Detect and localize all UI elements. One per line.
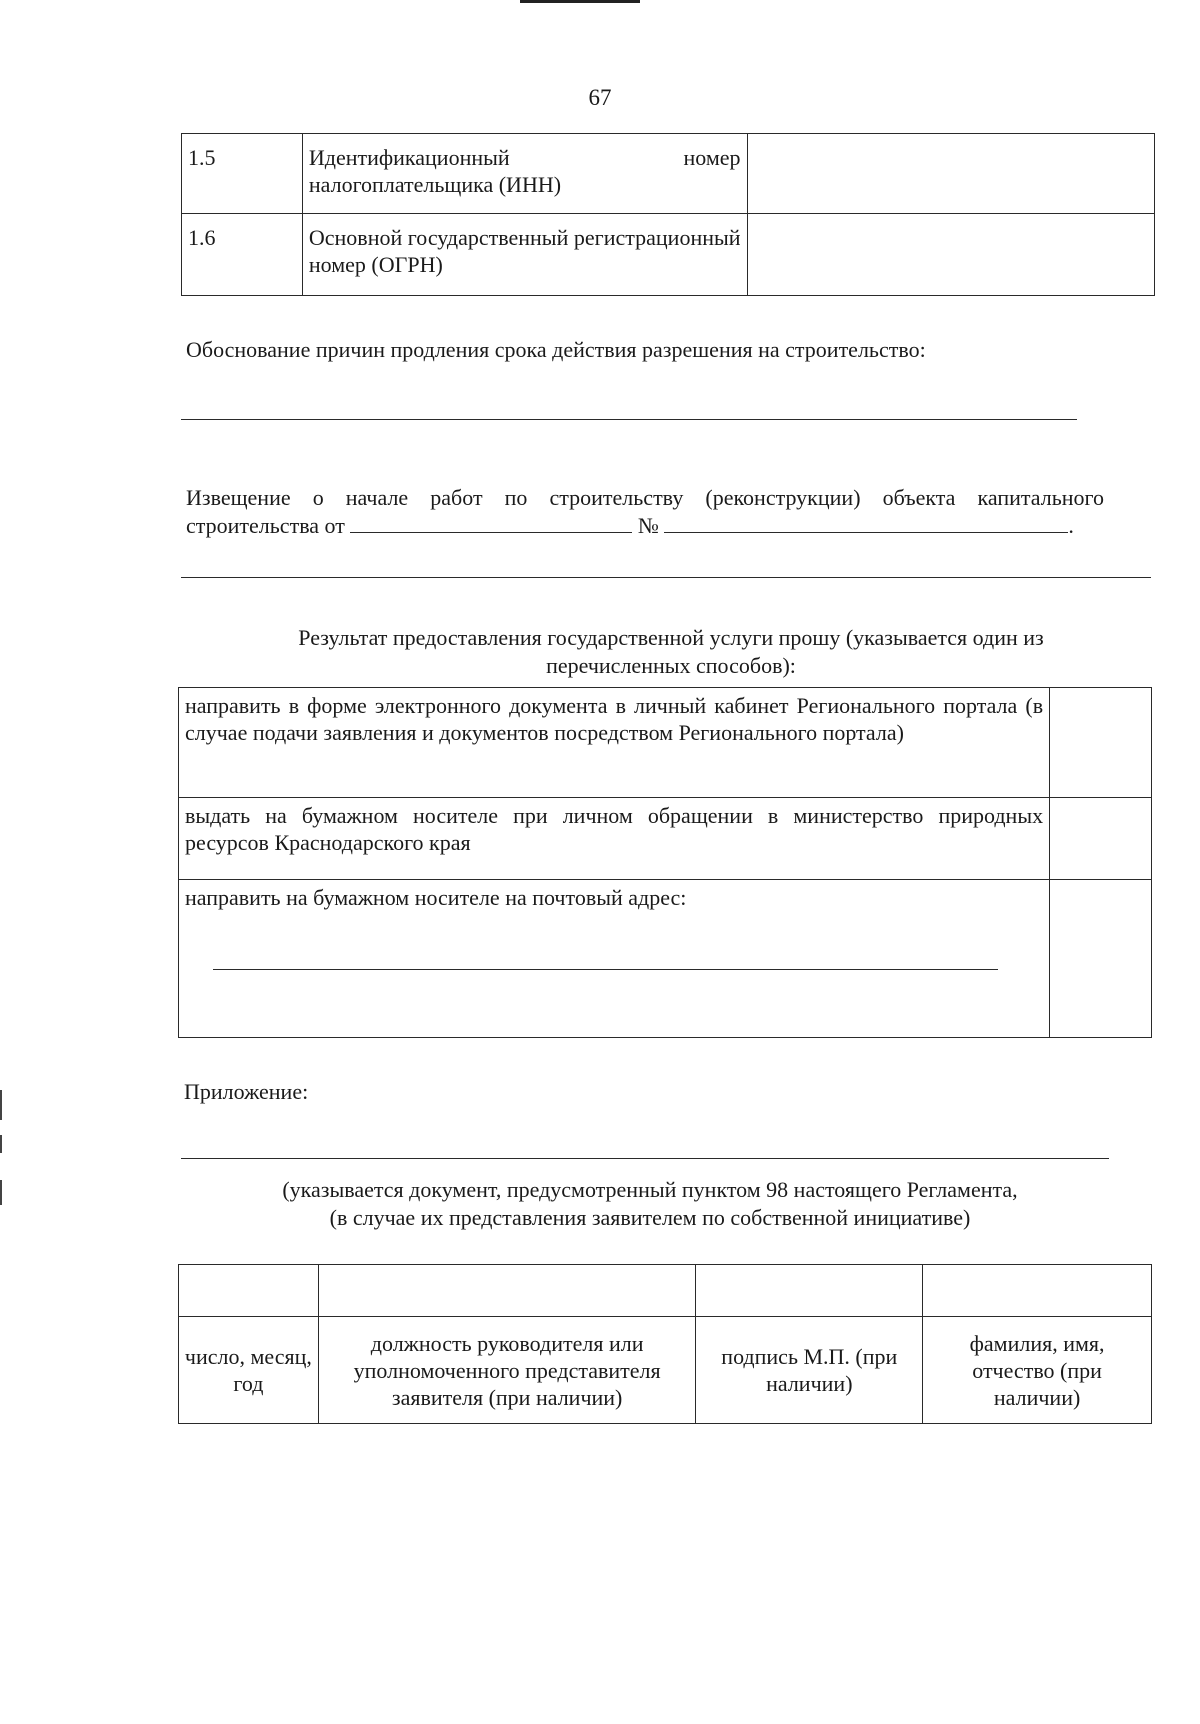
notice-block [186, 484, 1104, 540]
signature-date-field[interactable] [179, 1265, 319, 1317]
scan-artifact-left [0, 1090, 2, 1120]
notice-text: Извещение о начале работ по строительству (реконструкции) объекта капитального строительства от [186, 485, 1104, 538]
caption-signature: подпись М.П. (при наличии) [696, 1317, 923, 1424]
scan-artifact-left [0, 1180, 2, 1205]
table-row [179, 688, 1152, 798]
row-number: 1.5 [182, 134, 303, 214]
notice-extra-line[interactable] [181, 577, 1151, 578]
page-number: 67 [588, 85, 612, 110]
table-row [179, 798, 1152, 880]
field-label-ogrn: Основной государственный регистрационный номер (ОГРН) [302, 214, 747, 296]
caption-position: должность руководителя или уполномоченного представителя заявителя (при наличии) [318, 1317, 696, 1424]
applicant-details-table [181, 133, 1155, 296]
field-label-inn: Идентификационный номер налогоплательщика (ИНН) [302, 134, 747, 214]
signature-sign-field[interactable] [696, 1265, 923, 1317]
table-row [182, 214, 1155, 296]
notice-date-field[interactable] [350, 512, 632, 533]
signature-input-row [179, 1265, 1152, 1317]
field-value-ogrn[interactable] [747, 214, 1154, 296]
postal-address-line[interactable] [213, 969, 998, 970]
row-number: 1.6 [182, 214, 303, 296]
result-option-in-person-checkbox[interactable] [1050, 798, 1152, 880]
signature-position-field[interactable] [318, 1265, 696, 1317]
result-option-in-person: выдать на бумажном носителе при личном обращении в министерство природных ресурсов Краснодарского края [179, 798, 1050, 880]
scan-artifact-left [0, 1135, 2, 1153]
justification-label: Обоснование причин продления срока действия разрешения на строительство: [186, 337, 926, 362]
result-option-electronic: направить в форме электронного документа в личный кабинет Регионального портала (в случае подачи заявления и документов посредством Регионального портала) [179, 688, 1050, 798]
signature-caption-row [179, 1317, 1152, 1424]
notice-end: . [1068, 513, 1074, 538]
table-row [182, 134, 1155, 214]
attachment-note-2: (в случае их представления заявителем по собственной инициативе) [329, 1205, 971, 1230]
signature-name-field[interactable] [923, 1265, 1152, 1317]
notice-number-field[interactable] [664, 512, 1068, 533]
caption-full-name: фамилия, имя, отчество (при наличии) [923, 1317, 1152, 1424]
result-options-table [178, 687, 1152, 1038]
attachment-note-1: (указывается документ, предусмотренный пунктом 98 настоящего Регламента, [282, 1177, 1018, 1202]
result-heading: Результат предоставления государственной услуги прошу (указывается один из перечисленных способов): [298, 625, 1044, 678]
table-row [179, 880, 1152, 1038]
caption-date: число, месяц, год [179, 1317, 319, 1424]
result-option-electronic-checkbox[interactable] [1050, 688, 1152, 798]
scan-artifact-top [520, 0, 640, 3]
field-value-inn[interactable] [747, 134, 1154, 214]
signature-table [178, 1264, 1152, 1424]
result-option-mail-checkbox[interactable] [1050, 880, 1152, 1038]
notice-number-sign: № [637, 513, 659, 538]
attachment-input-line[interactable] [181, 1158, 1109, 1159]
result-option-mail: направить на бумажном носителе на почтовый адрес: [185, 885, 687, 910]
result-option-mail-cell [179, 880, 1050, 1038]
attachment-label: Приложение: [184, 1079, 309, 1104]
justification-input-line[interactable] [181, 419, 1077, 420]
